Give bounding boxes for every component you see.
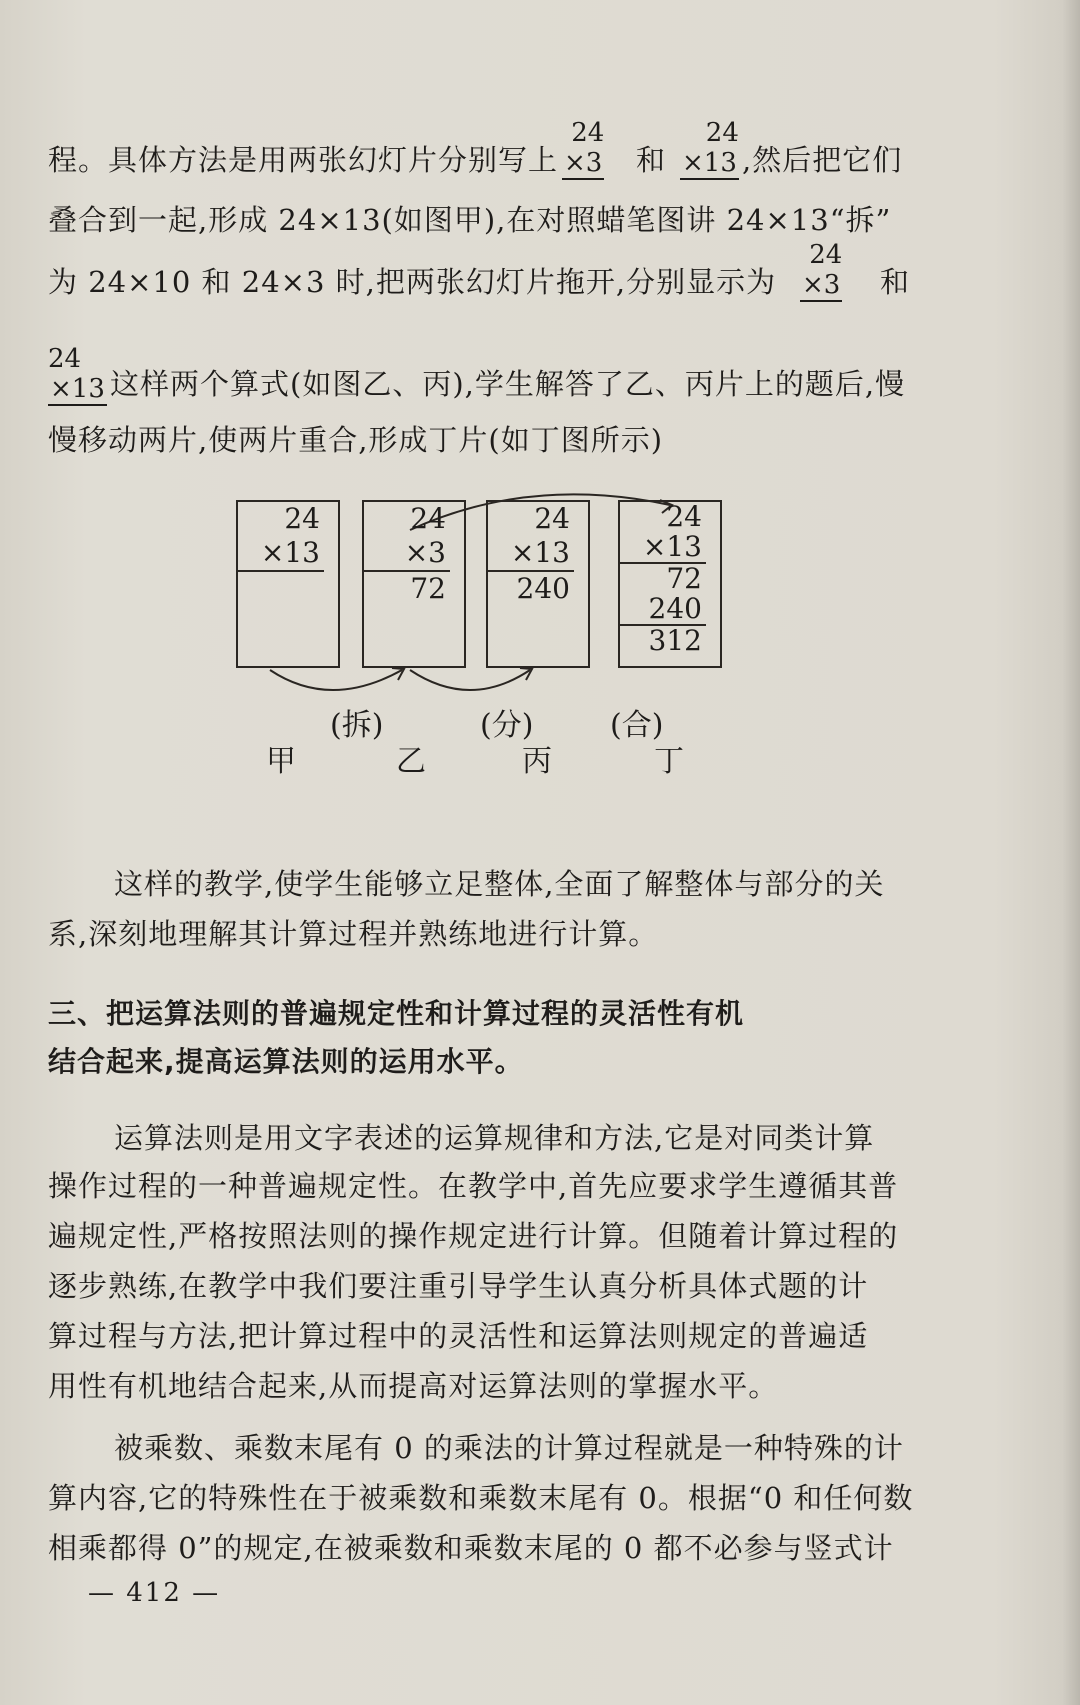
formula-top: 24: [809, 240, 843, 270]
formula-bottom: ×3: [564, 148, 603, 178]
text-line: 相乘都得 0”的规定,在被乘数和乘数末尾的 0 都不必参与竖式计: [48, 1531, 894, 1565]
slide-line: 240: [516, 572, 570, 605]
slide-label-jia: 甲: [266, 744, 296, 779]
section-heading: 三、把运算法则的普遍规定性和计算过程的灵活性有机: [48, 997, 745, 1030]
slide-ding: [618, 500, 722, 668]
text-line: 遍规定性,严格按照法则的操作规定进行计算。但随着计算过程的: [48, 1219, 899, 1253]
arrow-chai: [270, 670, 402, 690]
arrow-label-chai: (拆): [330, 708, 384, 743]
slide-line: ×3: [364, 536, 450, 572]
slide-line: ×13: [620, 532, 706, 564]
slide-line: 240: [620, 594, 706, 626]
text-line: 算过程与方法,把计算过程中的灵活性和运算法则规定的普遍适: [48, 1319, 869, 1353]
formula-bottom: ×13: [50, 374, 105, 404]
slide-line: 24: [284, 502, 320, 535]
formula-top: 24: [571, 118, 605, 148]
inline-formula: [562, 118, 604, 180]
slide-line: 312: [648, 624, 702, 657]
text-line: 操作过程的一种普遍规定性。在教学中,首先应要求学生遵循其普: [48, 1169, 899, 1203]
slide-line: 24: [410, 502, 446, 535]
text-line: [880, 262, 940, 302]
slide-line: 24: [666, 500, 702, 533]
slide-label-bing: 丙: [522, 744, 552, 779]
text-line: 用性有机地结合起来,从而提高对运算法则的掌握水平。: [48, 1369, 779, 1403]
slide-label-ding: 丁: [654, 744, 684, 779]
text-segment: ,然后把它们: [742, 143, 903, 177]
formula-top: 24: [705, 118, 739, 148]
text-line: 被乘数、乘数末尾有 0 的乘法的计算过程就是一种特殊的计: [114, 1431, 904, 1465]
formula-top: 24: [48, 344, 82, 374]
slide-line: 24: [534, 502, 570, 535]
inline-formula: [48, 344, 107, 406]
slide-bing: [486, 500, 590, 668]
arrow-fen: [410, 670, 530, 690]
page-number: — 412 —: [88, 1578, 221, 1608]
text-line: 叠合到一起,形成 24×13(如图甲),在对照蜡笔图讲 24×13“拆”: [48, 203, 892, 237]
formula-bottom: ×13: [682, 148, 737, 178]
slide-line: 72: [666, 562, 702, 595]
text-segment: 和: [880, 265, 911, 299]
slide-yi: [362, 500, 466, 668]
text-line: [48, 262, 984, 302]
arrow-label-he: (合): [610, 708, 664, 743]
formula-bottom: ×3: [802, 270, 841, 300]
text-line: 算内容,它的特殊性在于被乘数和乘数末尾有 0。根据“0 和任何数: [48, 1481, 914, 1515]
text-line: [742, 140, 982, 180]
inline-formula: [680, 118, 739, 180]
inline-formula: [800, 240, 842, 302]
text-line: 这样的教学,使学生能够立足整体,全面了解整体与部分的关: [114, 867, 885, 901]
text-line: 这样两个算式(如图乙、丙),学生解答了乙、丙片上的题后,慢: [110, 367, 906, 401]
text-segment: 为 24×10 和 24×3 时,把两张幻灯片拖开,分别显示为: [48, 265, 777, 299]
slide-line: ×13: [488, 536, 574, 572]
slide-jia: [236, 500, 340, 668]
slide-label-yi: 乙: [396, 744, 426, 779]
slide-line: ×13: [238, 536, 324, 572]
section-heading: 结合起来,提高运算法则的运用水平。: [48, 1045, 524, 1078]
text-line: 运算法则是用文字表述的运算规律和方法,它是对同类计算: [114, 1121, 875, 1155]
text-line: 逐步熟练,在教学中我们要注重引导学生认真分析具体式题的计: [48, 1269, 869, 1303]
text-line: 系,深刻地理解其计算过程并熟练地进行计算。: [48, 917, 659, 951]
text-segment: 和: [636, 143, 667, 177]
slide-line: 72: [410, 572, 446, 605]
text-line: 慢移动两片,使两片重合,形成丁片(如丁图所示): [48, 423, 664, 457]
text-segment: 程。具体方法是用两张幻灯片分别写上: [48, 143, 559, 177]
arrow-label-fen: (分): [480, 708, 534, 743]
